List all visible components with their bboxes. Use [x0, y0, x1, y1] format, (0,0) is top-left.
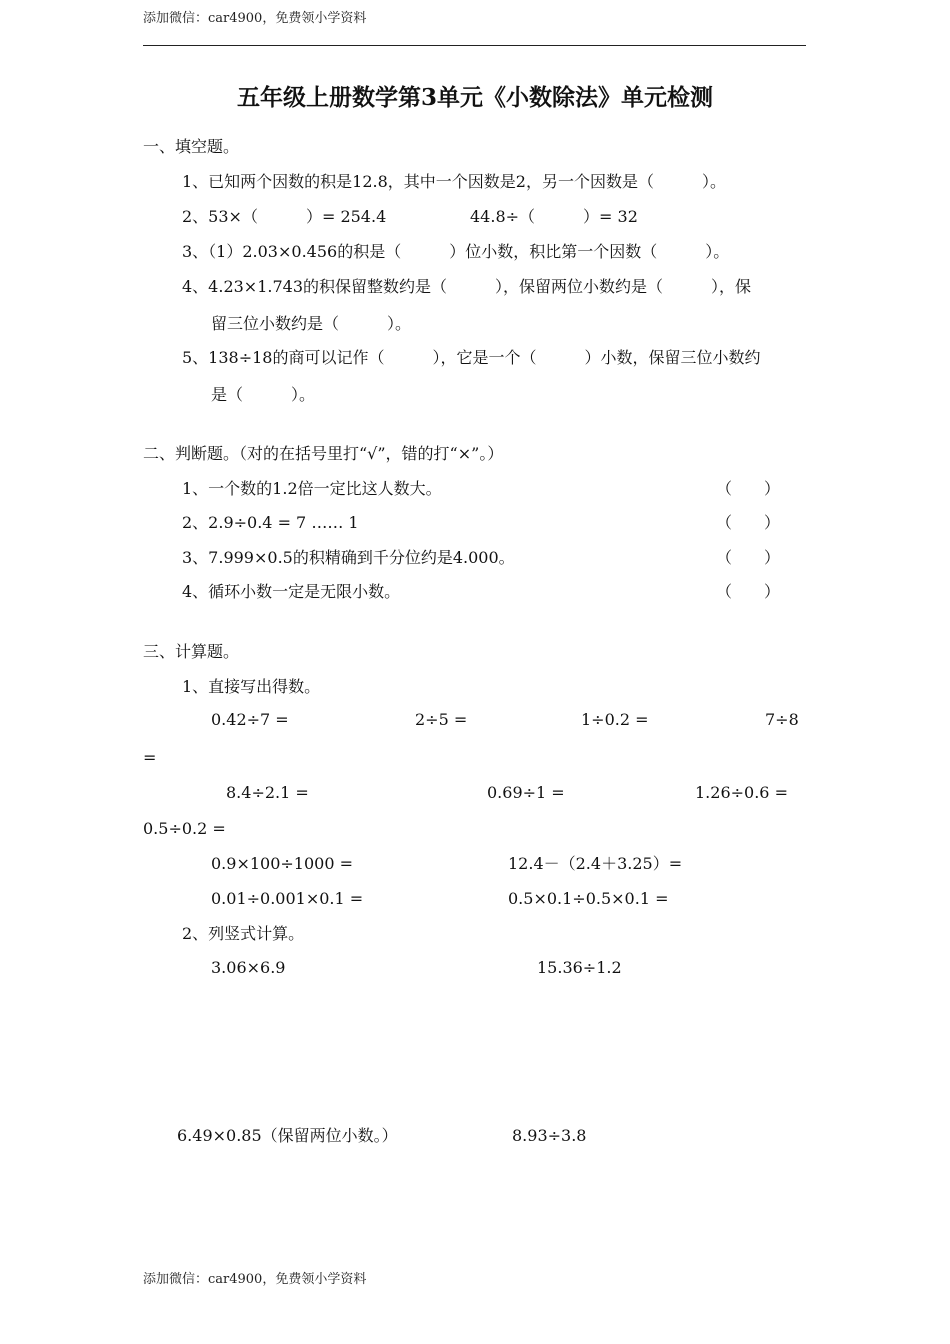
calc-item: 12.4－（2.4＋3.25）= [508, 854, 683, 873]
footer-text: 添加微信：car4900，免费领小学资料 [143, 1272, 367, 1287]
s1-question-2b: 44.8÷（ ）= 32 [470, 207, 638, 226]
vertical-calc-item: 3.06×6.9 [211, 958, 286, 977]
s1-question-5-line1: 5、138÷18的商可以记作（ ），它是一个（ ）小数，保留三位小数约 [182, 348, 761, 367]
header-text: 添加微信：car4900，免费领小学资料 [143, 11, 367, 26]
s1-question-3: 3、（1）2.03×0.456的积是（ ）位小数，积比第一个因数（ ）。 [182, 242, 730, 261]
calc-item: 0.9×100÷1000 = [211, 854, 354, 873]
s1-question-2a: 2、53×（ ）= 254.4 [182, 207, 387, 226]
section2-heading: 二、判断题。（对的在括号里打“√”，错的打“×”。） [143, 444, 504, 463]
calc-item: 0.42÷7 = [211, 710, 289, 729]
calc-item: 8.4÷2.1 = [226, 783, 309, 802]
tf-item-text: 4、循环小数一定是无限小数。 [182, 582, 401, 601]
section1-heading: 一、填空题。 [143, 137, 240, 156]
header-rule [143, 45, 806, 46]
s1-question-1: 1、已知两个因数的积是12.8，其中一个因数是2，另一个因数是（ ）。 [182, 172, 726, 191]
s1-question-4-line2: 留三位小数约是（ ）。 [211, 314, 412, 333]
tf-item-paren[interactable]: （ ） [716, 513, 781, 532]
calc-item-wrap: = [143, 748, 157, 767]
calc-item: 2÷5 = [415, 710, 468, 729]
section3-heading: 三、计算题。 [143, 642, 240, 661]
s1-question-4-line1: 4、4.23×1.743的积保留整数约是（ ），保留两位小数约是（ ），保 [182, 277, 752, 296]
calc-item: 0.01÷0.001×0.1 = [211, 889, 364, 908]
tf-item-text: 1、一个数的1.2倍一定比这人数大。 [182, 479, 442, 498]
calc-item-wrap: 0.5÷0.2 = [143, 819, 226, 838]
calc-item: 1.26÷0.6 = [695, 783, 788, 802]
tf-item-paren[interactable]: （ ） [716, 582, 781, 601]
vertical-calc-item: 6.49×0.85（保留两位小数。） [177, 1126, 398, 1145]
calc-item: 1÷0.2 = [581, 710, 649, 729]
tf-item-paren[interactable]: （ ） [716, 548, 781, 567]
tf-item-text: 2、2.9÷0.4 = 7 …… 1 [182, 513, 359, 532]
tf-item-paren[interactable]: （ ） [716, 479, 781, 498]
calc-item: 7÷8 [765, 710, 799, 729]
page-title: 五年级上册数学第3单元《小数除法》单元检测 [236, 84, 713, 111]
s3-subheading-direct: 1、直接写出得数。 [182, 677, 321, 696]
vertical-calc-item: 8.93÷3.8 [512, 1126, 587, 1145]
s1-question-5-line2: 是（ ）。 [211, 385, 316, 404]
vertical-calc-item: 15.36÷1.2 [537, 958, 622, 977]
tf-item-text: 3、7.999×0.5的积精确到千分位约是4.000。 [182, 548, 515, 567]
calc-item: 0.5×0.1÷0.5×0.1 = [508, 889, 669, 908]
s3-subheading-vertical: 2、列竖式计算。 [182, 924, 305, 943]
calc-item: 0.69÷1 = [487, 783, 565, 802]
